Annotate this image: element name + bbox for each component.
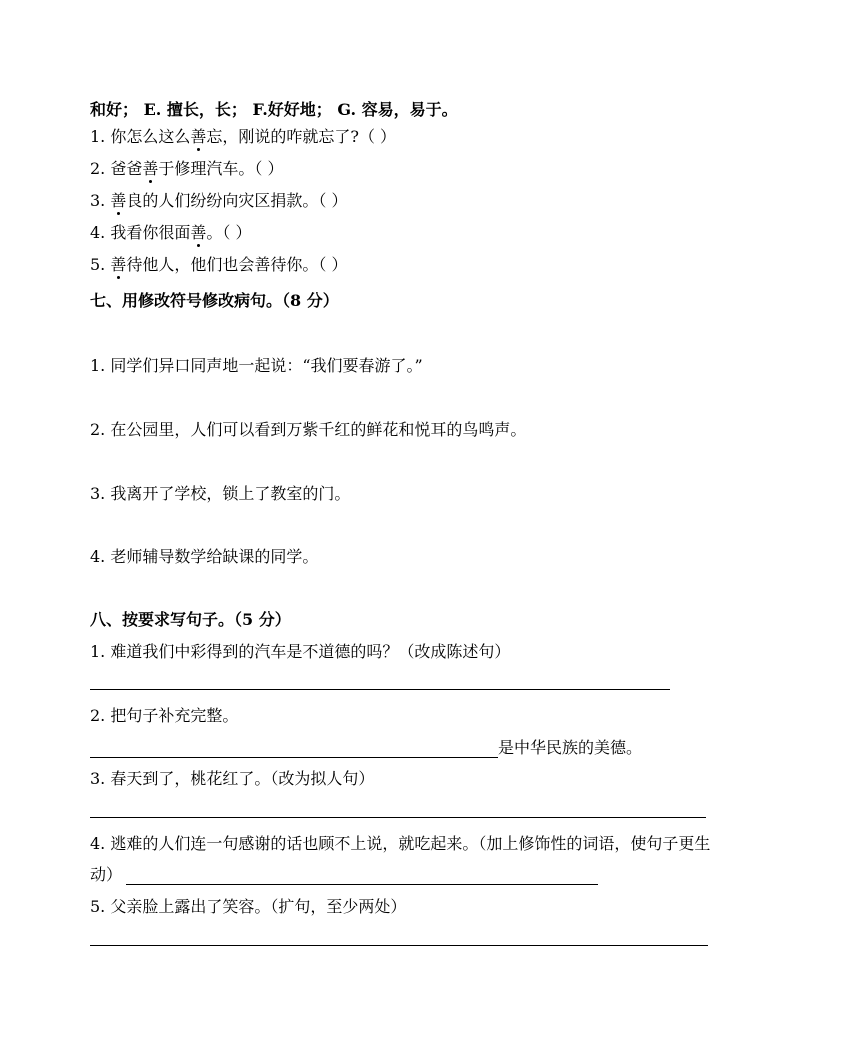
item-text-post: 于修理汽车。（ ） [158, 159, 284, 178]
item-number: 4. [90, 223, 106, 242]
options-line: 和好； E. 擅长，长； F.好好地； G. 容易，易于。 [90, 100, 458, 119]
marked-character: 善 [142, 159, 159, 178]
fill-blank[interactable] [90, 739, 498, 758]
sentence-item: 3. 我离开了学校，锁上了教室的门。 [90, 484, 351, 503]
question-item [90, 255, 347, 275]
question-1: 1. 难道我们中彩得到的汽车是不道德的吗？（改成陈述句） [90, 642, 511, 661]
answer-line[interactable] [90, 945, 708, 946]
question-item [90, 191, 347, 211]
question-5: 5. 父亲脸上露出了笑容。（扩句，至少两处） [90, 897, 407, 916]
marked-character: 善 [190, 223, 207, 242]
item-text-post: 待他人，他们也会善待你。（ ） [126, 255, 348, 274]
item-text-post: 忘，刚说的咋就忘了?（ ） [206, 127, 397, 146]
sentence-item: 2. 在公园里，人们可以看到万紫千红的鲜花和悦耳的鸟鸣声。 [90, 420, 527, 439]
question-item [90, 159, 283, 179]
question-4-continued [90, 865, 598, 885]
item-text-post: 。（ ） [206, 223, 252, 242]
question-item [90, 127, 396, 147]
item-number: 3. [90, 191, 106, 210]
sentence-suffix: 是中华民族的美德。 [498, 738, 643, 757]
question-2: 2. 把句子补充完整。 [90, 706, 239, 725]
fill-blank[interactable] [126, 866, 598, 885]
item-text-pre: 爸爸 [110, 159, 143, 178]
answer-row [90, 738, 642, 758]
answer-line[interactable] [90, 689, 670, 690]
question-item [90, 223, 251, 243]
item-text-pre: 我看你很面 [110, 223, 191, 242]
sentence-item: 1. 同学们异口同声地一起说：“我们要春游了。” [90, 356, 423, 375]
marked-character: 善 [110, 255, 127, 274]
question-3: 3. 春天到了，桃花红了。（改为拟人句） [90, 769, 375, 788]
marked-character: 善 [190, 127, 207, 146]
marked-character: 善 [110, 191, 127, 210]
question-4-end: 动） [90, 865, 123, 884]
section-8-title: 八、按要求写句子。（5 分） [90, 610, 291, 629]
item-number: 1. [90, 127, 106, 146]
item-text-pre: 你怎么这么 [110, 127, 191, 146]
answer-line[interactable] [90, 817, 706, 818]
section-7-title: 七、用修改符号修改病句。（8 分） [90, 291, 339, 310]
item-number: 2. [90, 159, 106, 178]
question-4: 4. 逃难的人们连一句感谢的话也顾不上说，就吃起来。（加上修饰性的词语，使句子更生 [90, 834, 711, 853]
item-text-post: 良的人们纷纷向灾区捐款。（ ） [126, 191, 348, 210]
sentence-item: 4. 老师辅导数学给缺课的同学。 [90, 547, 319, 566]
item-number: 5. [90, 255, 106, 274]
